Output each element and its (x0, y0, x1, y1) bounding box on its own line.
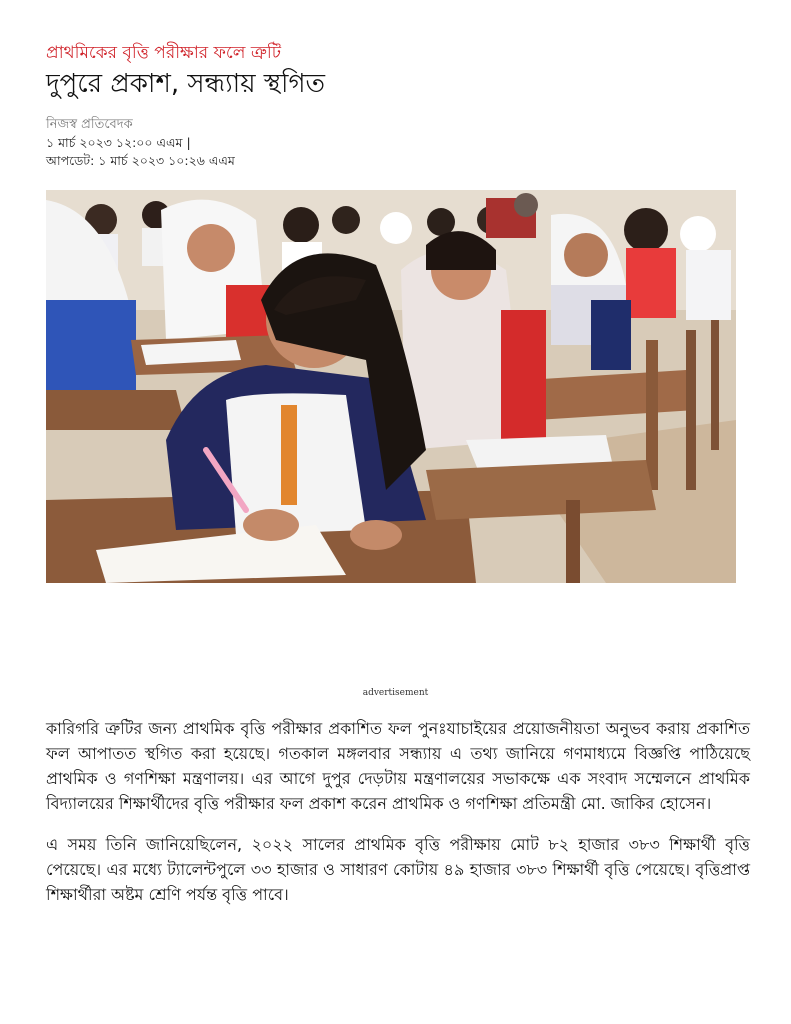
article-header (46, 40, 750, 170)
article-paragraph-2: এ সময় তিনি জানিয়েছিলেন, ২০২২ সালের প্রাথমিক বৃত্তি পরীক্ষায় মোট ৮২ হাজার ৩৮৩ শিক্ষার্থী বৃত্তি পেয়েছে। এর মধ্যে ট্যালেন্টপুলে ৩৩ হাজার ও সাধারণ কোটায় ৪৯ হাজার ৩৮৩ শিক্ষার্থী বৃত্তি পেয়েছে। বৃত্তিপ্রাপ্ত শিক্ষার্থীরা অষ্টম শ্রেণি পর্যন্ত বৃত্তি পাবে। (46, 835, 750, 904)
article-photo (46, 190, 736, 583)
advertisement-label: advertisement (362, 688, 429, 698)
published-date: ১ মার্চ ২০২৩ ১২:০০ এএম | (46, 135, 191, 150)
article-headline[interactable]: দুপুরে প্রকাশ, সন্ধ্যায় স্থগিত (46, 69, 325, 99)
exam-hall-illustration (46, 190, 736, 583)
article-kicker[interactable]: প্রাথমিকের বৃত্তি পরীক্ষার ফলে ত্রুটি (46, 43, 282, 63)
updated-date: আপডেট: ১ মার্চ ২০২৩ ১০:২৬ এএম (46, 153, 235, 168)
article-byline: নিজস্ব প্রতিবেদক (46, 117, 133, 132)
article-body (46, 716, 750, 923)
article-paragraph-1: কারিগরি ত্রুটির জন্য প্রাথমিক বৃত্তি পরীক্ষার প্রকাশিত ফল পুনঃযাচাইয়ের প্রয়োজনীয়তা অনুভব করায় প্রকাশিত ফল আপাতত স্থগিত করা হয়েছে। গতকাল মঙ্গলবার সন্ধ্যায় এ তথ্য জানিয়ে গণমাধ্যমে বিজ্ঞপ্তি পাঠিয়েছে প্রাথমিক ও গণশিক্ষা মন্ত্রণালয়। এর আগে দুপুর দেড়টায় মন্ত্রণালয়ের সভাকক্ষে এক সংবাদ সম্মেলনে প্রাথমিক বিদ্যালয়ের শিক্ষার্থীদের বৃত্তি পরীক্ষার ফল প্রকাশ করেন প্রাথমিক ও গণশিক্ষা প্রতিমন্ত্রী মো. জাকির হোসেন। (46, 719, 750, 813)
